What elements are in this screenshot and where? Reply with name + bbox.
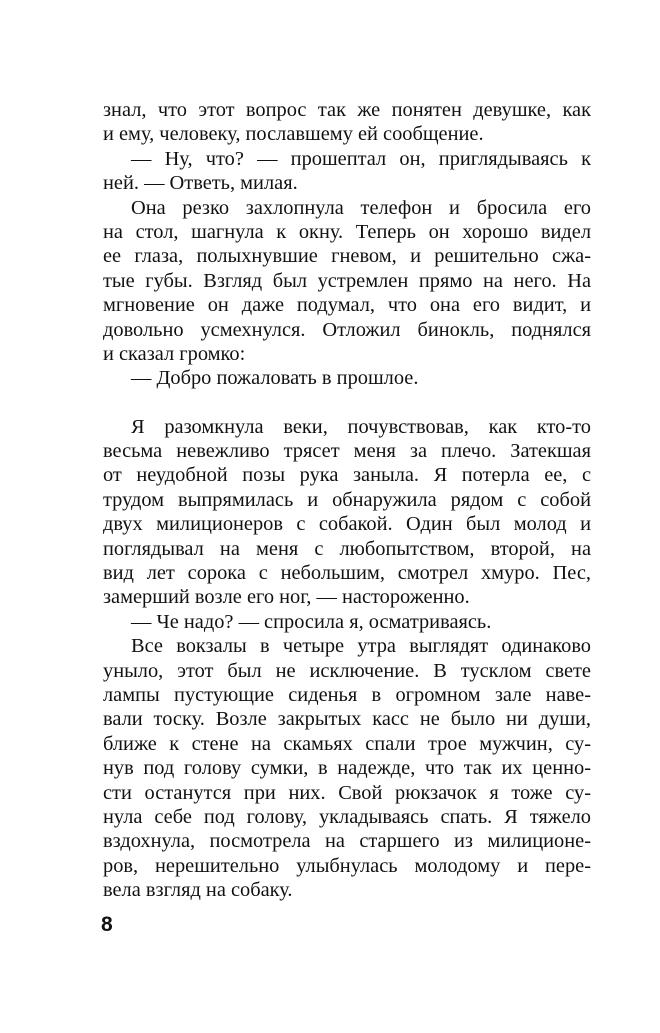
paragraph-3 <box>103 196 591 367</box>
text-line: замерший возле его ног, — настороженно. <box>103 586 470 609</box>
text-line: ближе к стене на скамьях спали трое мужчин, су- <box>103 732 591 755</box>
text-line: весьма невежливо трясет меня за плечо. Затекшая <box>103 440 591 463</box>
text-line: Она резко захлопнула телефон и бросила его <box>131 196 591 219</box>
text-line: Я разомкнула веки, почувствовав, как кто-то <box>131 415 591 438</box>
text-line: ее глаза, полыхнувшие гневом, и решительно сжа- <box>103 245 591 268</box>
paragraph-4 <box>103 366 591 390</box>
text-line: лампы пустующие сиденья в огромном зале наве- <box>103 683 591 706</box>
text-line: и сказал громко: <box>103 342 246 365</box>
text-line: довольно усмехнулся. Отложил бинокль, поднялся <box>103 318 591 341</box>
text-line: на стол, шагнула к окну. Теперь он хорошо видел <box>103 220 591 243</box>
text-line: нула себе под голову, укладываясь спать. Я тяжело <box>103 805 591 828</box>
text-line: двух милиционеров с собакой. Один был молод и <box>103 513 591 536</box>
text-line: сти останутся при них. Свой рюкзачок я тоже су- <box>103 781 591 804</box>
text-line: уныло, этот был не исключение. В тусклом свете <box>103 659 591 682</box>
page-body <box>103 98 591 903</box>
text-line: — Ну, что? — прошептал он, приглядываясь к <box>131 147 591 170</box>
text-line: нув под голову сумки, в надежде, что так их ценно- <box>103 757 591 780</box>
paragraph-1 <box>103 98 591 147</box>
paragraph-5 <box>103 415 591 610</box>
text-line: вид лет сорока с небольшим, смотрел хмуро. Пес, <box>103 562 591 585</box>
page-number: 8 <box>101 913 113 936</box>
text-line: — Добро пожаловать в прошлое. <box>131 367 419 390</box>
text-line: от неудобной позы рука заныла. Я потерла ее, с <box>103 464 591 487</box>
text-line: знал, что этот вопрос так же понятен девушке, как <box>103 99 591 121</box>
text-line: мгновение он даже подумал, что она его видит, и <box>103 294 591 317</box>
text-line: ней. — Ответь, милая. <box>103 172 298 195</box>
paragraph-2 <box>103 147 591 196</box>
text-line: — Че надо? — спросила я, осматриваясь. <box>131 610 492 633</box>
text-line: Все вокзалы в четыре утра выглядят одинаково <box>131 635 591 658</box>
text-line: вали тоску. Возле закрытых касс не было ни души, <box>103 708 591 731</box>
text-line: вела взгляд на собаку. <box>103 879 293 902</box>
paragraph-7 <box>103 634 591 902</box>
text-line: поглядывал на меня с любопытством, второй, на <box>103 537 591 560</box>
paragraph-6 <box>103 610 591 634</box>
scene-break <box>103 391 591 415</box>
text-line: ров, нерешительно улыбнулась молодому и пере- <box>103 854 591 877</box>
text-line: тые губы. Взгляд был устремлен прямо на него. На <box>103 269 591 292</box>
text-line: трудом выпрямилась и обнаружила рядом с собой <box>103 488 591 511</box>
text-line: и ему, человеку, пославшему ей сообщение. <box>103 123 484 146</box>
text-line: вздохнула, посмотрела на старшего из милиционе- <box>103 830 591 853</box>
